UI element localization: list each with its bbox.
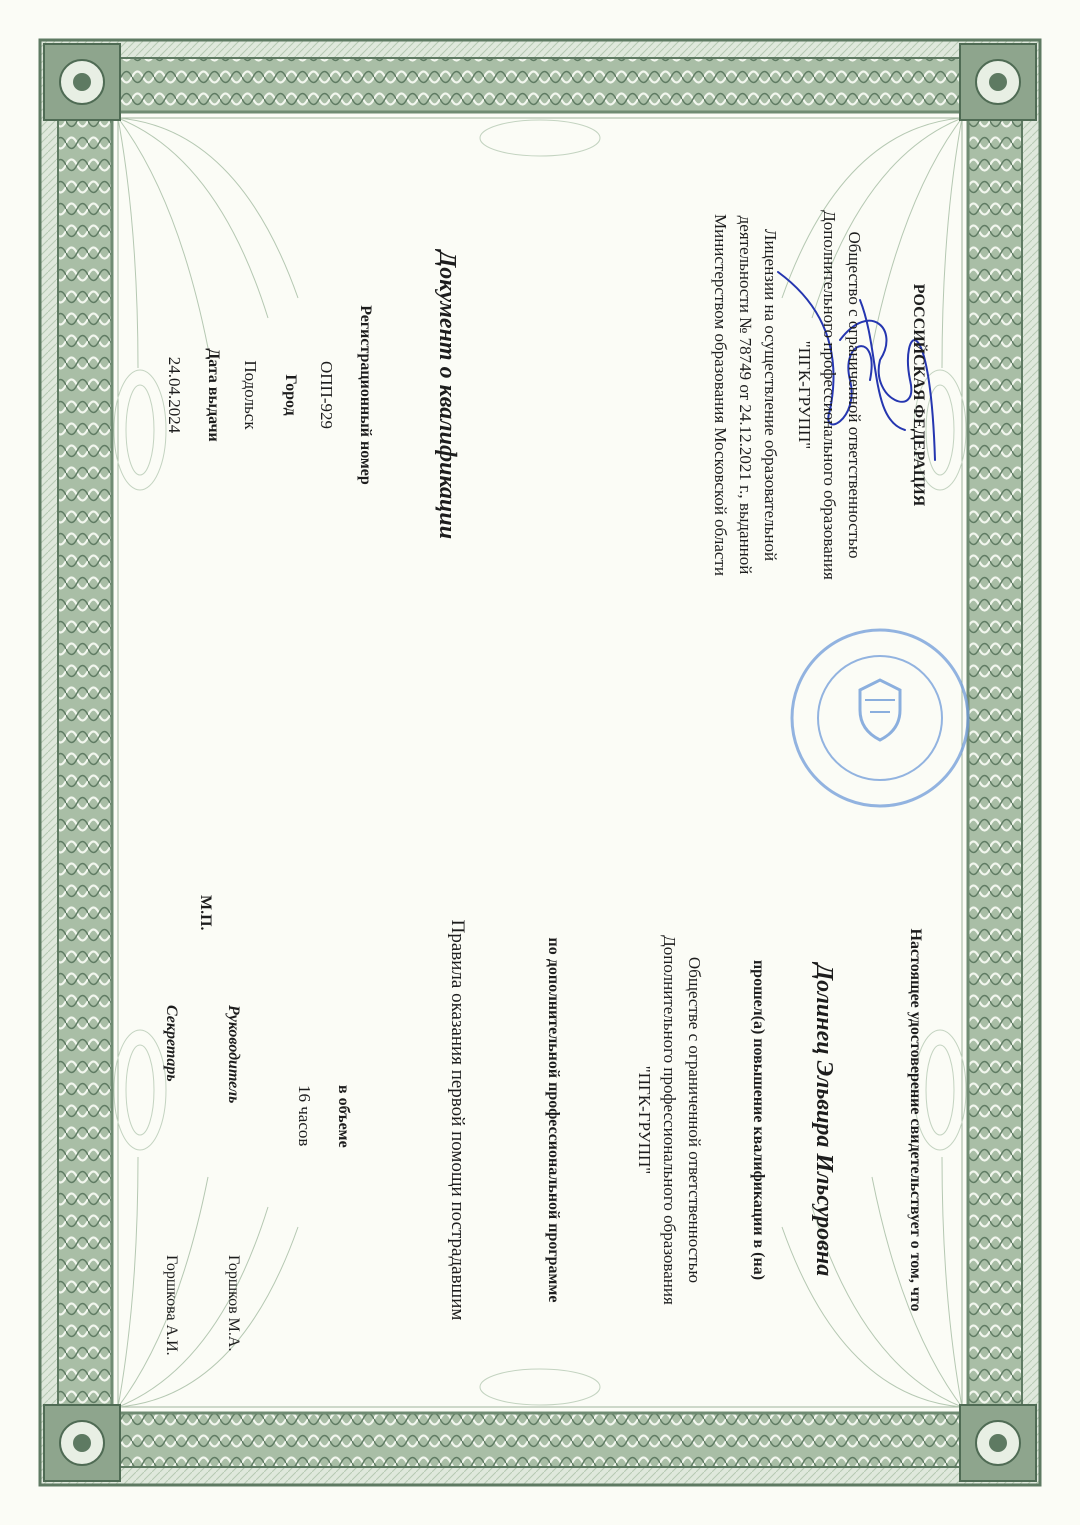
- certifies-line: Настоящее удостоверение свидетельствует о том, что: [907, 928, 924, 1312]
- issue-date-label: Дата выдачи: [205, 348, 222, 442]
- certificate-content: [42, 35, 1042, 1485]
- issue-date-value: 24.04.2024: [165, 356, 184, 434]
- secretary-label: Секретарь: [163, 1005, 180, 1082]
- right-org-line3: "ПГК-ГРУПП": [635, 1065, 654, 1175]
- document-title: Документ о квалификации: [434, 250, 460, 540]
- passed-line: прошел(а) повышение квалификации в (на): [750, 959, 767, 1281]
- volume-label: в объеме: [335, 1085, 352, 1148]
- reg-number-value: ОПП-929: [317, 361, 336, 429]
- right-org-line2: Дополнительного профессионального образования: [660, 935, 679, 1305]
- mp-label: М.П.: [197, 895, 214, 931]
- left-org-line3: "ПГК-ГРУПП": [795, 340, 814, 450]
- head-label: Руководитель: [225, 1005, 242, 1104]
- volume-value: 16 часов: [295, 1085, 314, 1147]
- reg-number-label: Регистрационный номер: [357, 305, 374, 485]
- left-org-line1: Общество с ограниченной ответственностью: [845, 231, 864, 559]
- country-heading: РОССИЙСКАЯ ФЕДЕРАЦИЯ: [910, 283, 927, 507]
- program-name: Правила оказания первой помощи пострадавшим: [447, 919, 468, 1321]
- city-label: Город: [282, 374, 299, 416]
- person-name: Долинец Эльвира Ильсуровна: [811, 963, 837, 1277]
- secretary-name: Горшкова А.И.: [163, 1255, 180, 1356]
- head-name: Горшков М.А.: [225, 1255, 242, 1352]
- city-value: Подольск: [241, 360, 260, 430]
- license-line1: Лицензии на осуществление образовательной: [761, 228, 780, 562]
- right-org-line1: Обществе с ограниченной ответственностью: [685, 956, 704, 1284]
- license-line3: Министерством образования Московской области: [711, 213, 730, 577]
- license-line2: деятельности № 78749 от 24.12.2021 г., выданной: [736, 215, 755, 575]
- program-intro: по дополнительной профессиональной программе: [545, 937, 562, 1303]
- left-org-line2: Дополнительного профессионального образования: [820, 210, 839, 580]
